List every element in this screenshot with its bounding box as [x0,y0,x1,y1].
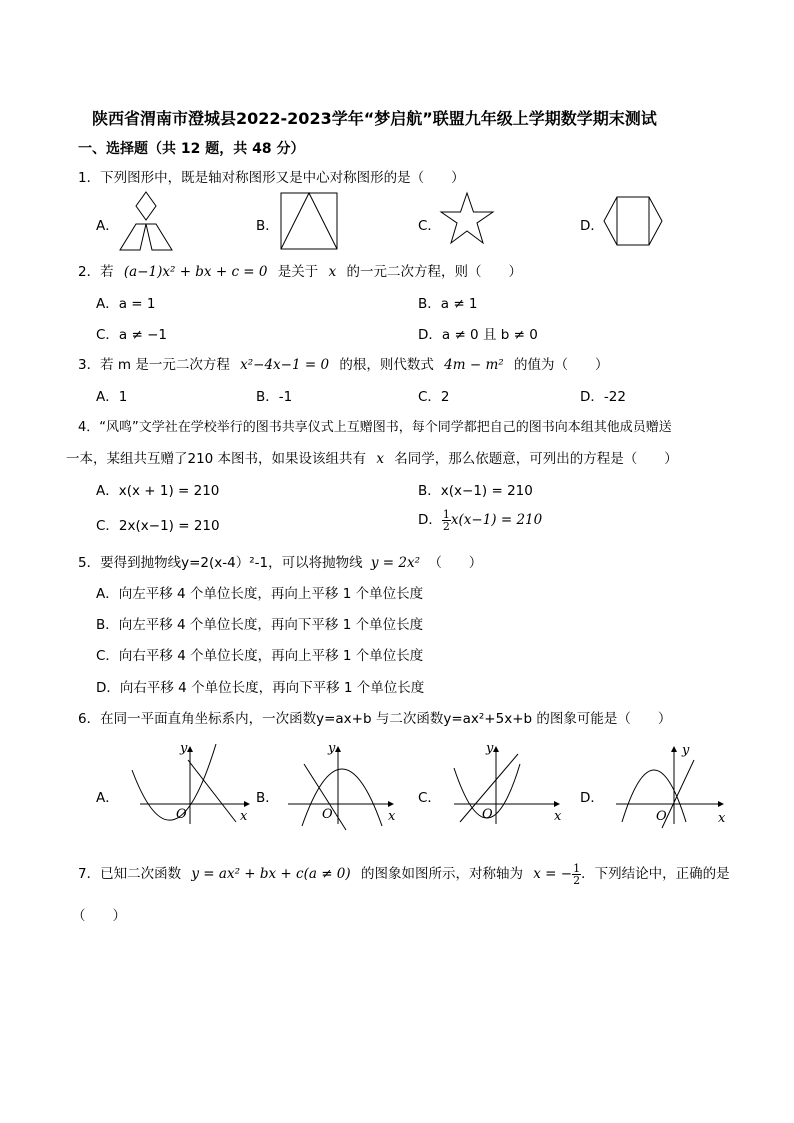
q4-option-b: B．x(x−1) = 210 [418,483,533,499]
x-axis-label: x [388,809,396,824]
x-axis-label: x [718,811,726,826]
q3-option-d: D．-22 [580,389,626,405]
q7-fraction [572,863,581,886]
q5-option-b: B．向左平移 4 个单位长度，再向下平移 1 个单位长度 [96,617,424,633]
q4-option-a: A．x(x + 1) = 210 [96,483,220,499]
q5-option-a: A．向左平移 4 个单位长度，再向上平移 1 个单位长度 [96,586,424,602]
question-6-stem: 6．在同一平面直角坐标系内，一次函数y=ax+b 与二次函数y=ax²+5x+b 的图象可能是（ ） [78,711,672,727]
q5-stem-pre: 5．要得到抛物线y=2(x-4）²-1，可以将抛物线 [78,555,363,571]
question-7-line2: （ ） [72,908,126,924]
q1-option-b-figure [280,192,338,252]
fraction-denominator: 2 [573,873,581,887]
q3-stem-post: 的值为（ ） [513,357,609,373]
q6-option-c-label: C． [418,790,441,806]
q1-option-d-label: D． [580,218,604,234]
y-axis-label: y [328,741,336,756]
page-title: 陕西省渭南市澄城县2022-2023学年“梦启航”联盟九年级上学期数学期末测试 [92,109,657,128]
x-axis-label: x [240,809,248,824]
q1-option-c-label: C． [418,218,441,234]
question-3-stem [78,353,608,373]
q3-option-c: C．2 [418,389,450,405]
q2-equation: (a−1)x² + bx + c = 0 [123,264,268,280]
fraction-numerator: 1 [573,861,581,875]
q2-option-d: D．a ≠ 0 且 b ≠ 0 [418,327,538,343]
q7-stem-pre: 7．已知二次函数 [78,866,182,882]
q6-option-b-graph [282,742,412,832]
q2-option-b: B．a ≠ 1 [418,296,478,312]
question-4-line2 [66,447,678,467]
q6-option-c-graph [448,742,578,826]
q1-option-d-figure [603,196,663,248]
q6-option-a-label: A． [96,790,119,806]
q4-option-d-rest: x(x−1) = 210 [450,512,543,528]
q6-option-b-label: B． [256,790,279,806]
question-7-stem [78,862,730,886]
q5-option-c: C．向右平移 4 个单位长度，再向上平移 1 个单位长度 [96,648,424,664]
q4-option-d [418,508,542,532]
q4-variable: x [376,451,384,467]
q7-equation: y = ax² + bx + c(a ≠ 0) [191,866,351,882]
y-axis-label: y [682,743,690,758]
x-axis-label: x [554,809,562,824]
y-axis-label: y [180,741,188,756]
question-1-stem: 1．下列图形中，既是轴对称图形又是中心对称图形的是（ ） [78,170,465,186]
q2-stem-mid: 是关于 [277,264,319,280]
q7-stem-post: ．下列结论中，正确的是 [581,866,730,882]
q6-option-a-graph [128,742,258,826]
origin-label: O [176,807,187,822]
q5-option-d: D．向右平移 4 个单位长度，再向下平移 1 个单位长度 [96,680,425,696]
q7-symmetry-axis: x = − [533,866,573,882]
q3-stem-pre: 3．若 m 是一元二次方程 [78,357,230,373]
y-axis-label: y [486,741,494,756]
q2-option-a: A．a = 1 [96,296,156,312]
fraction-denominator: 2 [442,519,450,533]
q2-stem-pre: 2．若 [78,264,114,280]
q1-option-b-label: B． [256,218,279,234]
question-2-stem [78,260,522,280]
q4-option-c: C．2x(x−1) = 210 [96,518,220,534]
q4-option-d-label: D． [418,512,442,528]
q4-line2-post: 名同学，那么依题意，可列出的方程是（ ） [394,451,678,467]
q1-option-c-figure [440,192,494,250]
origin-label: O [656,809,667,824]
fraction-numerator: 1 [442,507,450,521]
q4-option-d-fraction [442,509,451,532]
section-heading: 一、选择题（共 12 题，共 48 分） [78,141,305,157]
q2-stem-post: 的一元二次方程，则（ ） [346,264,523,280]
q2-variable: x [328,264,337,280]
q3-equation: x²−4x−1 = 0 [240,357,330,373]
q5-stem-post: （ ） [428,555,483,571]
origin-label: O [322,807,333,822]
q6-option-d-graph [610,742,740,826]
question-5-stem [78,551,482,571]
q3-option-a: A．1 [96,389,128,405]
q1-option-a-figure [118,190,174,252]
q6-option-d-label: D． [580,790,604,806]
origin-label: O [482,807,493,822]
q3-option-b: B．-1 [256,389,293,405]
q2-option-c: C．a ≠ −1 [96,327,167,343]
q3-expression: 4m − m² [444,357,504,373]
q5-equation: y = 2x² [370,555,421,571]
question-4-line1: 4．“风鸣”文学社在学校举行的图书共享仪式上互赠图书，每个同学都把自己的图书向本组其他成员赠送 [78,420,672,435]
q7-stem-mid: 的图象如图所示，对称轴为 [360,866,523,882]
q1-option-a-label: A． [96,218,119,234]
q3-stem-mid: 的根，则代数式 [339,357,434,373]
q4-line2-pre: 一本，某组共互赠了210 本图书，如果设该组共有 [66,451,367,467]
